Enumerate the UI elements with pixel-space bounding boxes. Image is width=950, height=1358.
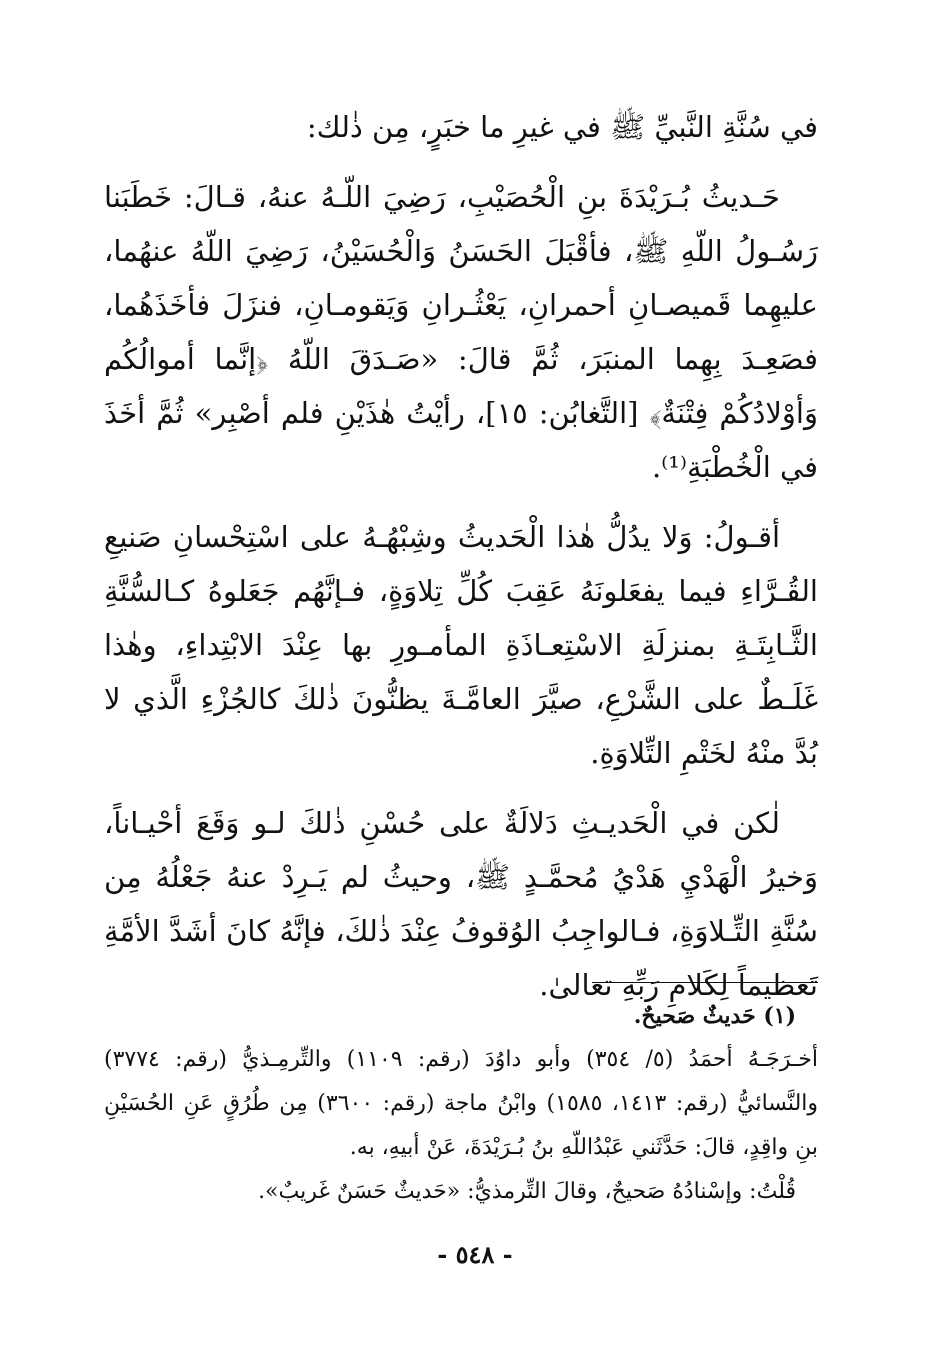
page-number: - ٥٤٨ - [437, 1240, 513, 1269]
footnotes [104, 994, 818, 1214]
main-text [104, 100, 818, 1028]
footnote-verdict: قُلْتُ: وإسْنادُهُ صَحيحٌ، وقالَ التِّرمذيُّ: «حَديثٌ حَسَنٌ غَريبٌ». [258, 1179, 796, 1204]
footnote-separator [592, 982, 818, 983]
footnote-takhrij: أخـرَجَـهُ أحمَدُ (٥/ ٣٥٤) وأبو داوُدَ (رقم: ١١٠٩) والتِّرمِـذيُّ (رقم: ٣٧٧٤) والنَّسائيُّ (رقم: ١٤١٣، ١٥٨٥) وابْنُ ماجة (رقم: ٣٦٠٠) مِن طُرُقٍ عَنِ الحُسَيْنِ بنِ واقِدٍ، قالَ: حَدَّثَني عَبْدُاللّهِ بنُ بُـرَيْدَةَ، عَنْ أبيهِ، به. [104, 1047, 819, 1160]
paragraph-conclusion: لٰكن في الْحَديـثِ دَلالَةٌ على حُسْنِ ذٰلكَ لـو وَقَعَ أحْيـاناً، وَخيرُ الْهَدْيِ هَدْيُ مُحمَّـدٍ ﷺ، وحيثُ لم يَـرِدْ عنهُ جَعْلُهُ مِن سُنَّةِ التِّـلاوَةِ، فـالواجِبُ الوُقوفُ عِنْدَ ذٰلكَ، فإنَّهُ كانَ أشَدَّ الأمَّةِ تَعظيماً لِكَلامِ رَبِّهِ تعالىٰ. [104, 806, 818, 1002]
paragraph-commentary: أقـولُ: وَلا يدُلُّ هٰذا الْحَديثُ وشِبْهُـهُ على اسْتِحْسانِ صَنيعِ القُـرَّاءِ فيما يفعَلونَهُ عَقِبَ كُلِّ تِلاوَةٍ، فـإنَّهُم جَعَلوهُ كـالسُّنَّةِ الثَّـابِتَـةِ بمنزلَةِ الاسْتِعـاذَةِ المأمـورِ بها عِنْدَ الابْتِداءِ، وهٰذا غَلَـطٌ على الشَّرْعِ، صيَّرَ العامَّـةَ يظنُّونَ ذٰلكَ كالجُزْءِ الَّذي لا بُدَّ منْهُ لخَتْمِ التِّلاوَةِ. [104, 520, 818, 770]
footnote-heading: (١) حَديثٌ صَحيحٌ. [633, 1003, 796, 1029]
paragraph-hadith: حَـديثُ بُـرَيْدَةَ بنِ الْحُصَيْبِ، رَضِيَ اللّـهُ عنهُ، قـالَ: خَطَبَنا رَسُـولُ اللّهِ ﷺ، فأقْبَلَ الحَسَنُ وَالْحُسَيْنُ، رَضِيَ اللّهُ عنهُما، عليهِما قَميصـانِ أحمرانِ، يَعْثُـرانِ وَيَقومـانِ، فنزَلَ فأخَذَهُما، فصَعِـدَ بِهِما المنبَرَ، ثُمَّ قالَ: «صَـدَقَ اللّهُ ﴿إنَّما أموالُكُم وَأوْلادُكُمْ فِتْنَةٌ﴾ [التَّغابُن: ١٥]، رأيْتُ هٰذَيْنِ فلم أصْبِر» ثُمَّ أخَذَ في الْخُطْبَةِ⁽¹⁾. [104, 180, 818, 484]
paragraph-intro: في سُنَّةِ النَّبيِّ ﷺ في غيرِ ما خبَرٍ، مِن ذٰلك: [306, 110, 818, 144]
